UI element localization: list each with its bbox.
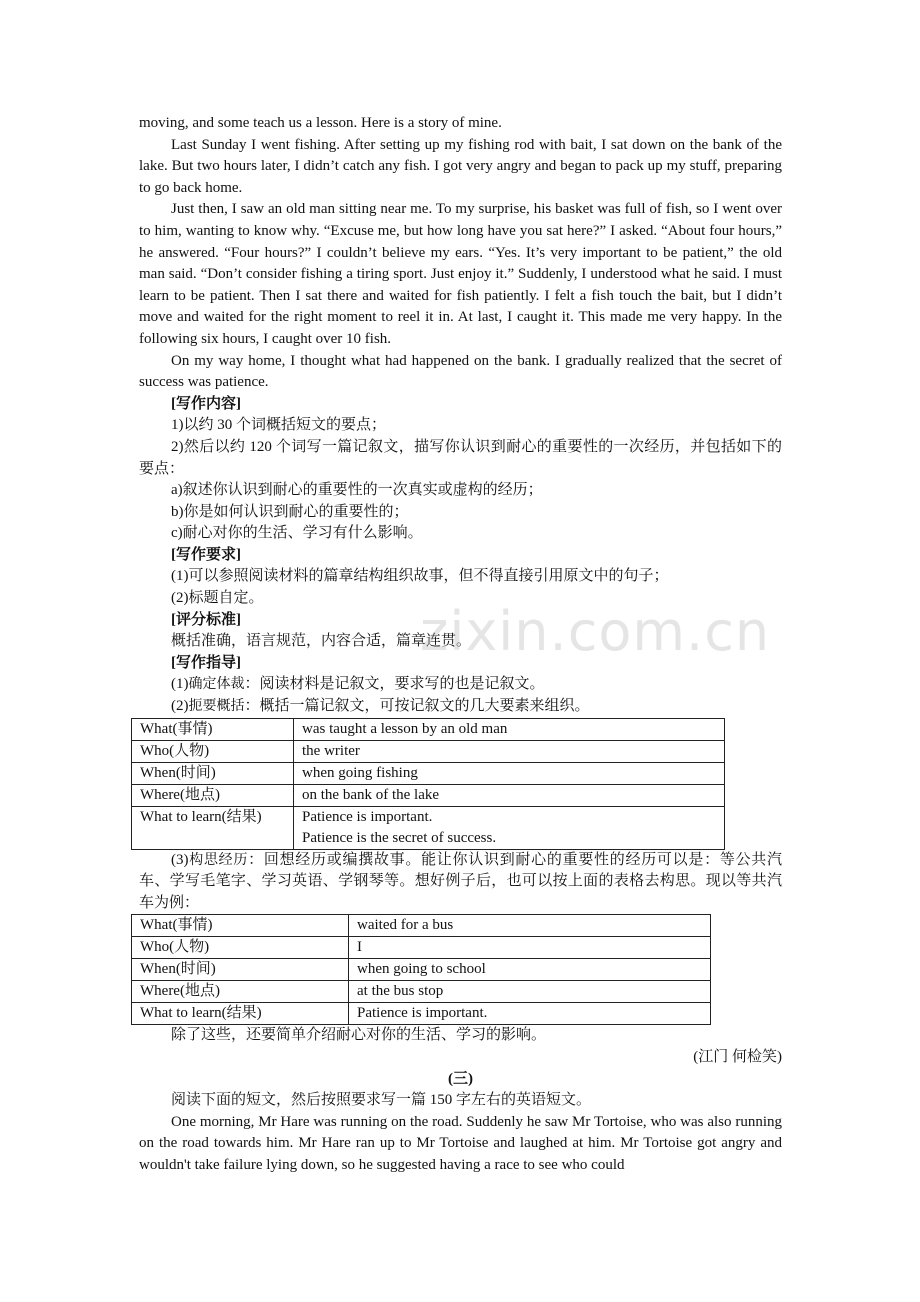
passage-line: moving, and some teach us a lesson. Here is a story of mine. xyxy=(139,115,502,131)
section-instruction: 阅读下面的短文，然后按照要求写一篇 150 字左右的英语短文。 xyxy=(171,1092,592,1109)
table-cell: When(时间) xyxy=(132,959,349,981)
guide-heading: [写作指导] xyxy=(171,654,241,671)
table-cell: at the bus stop xyxy=(349,981,711,1003)
table-row xyxy=(132,1003,711,1025)
table-cell: I xyxy=(349,937,711,959)
content-subitem: c)耐心对你的生活、学习有什么影响。 xyxy=(171,525,423,542)
score-heading: [评分标准] xyxy=(171,611,241,628)
table-cell: What to learn(结果) xyxy=(132,806,294,849)
table-cell: Where(地点) xyxy=(132,981,349,1003)
content-subitem: a)叙述你认识到耐心的重要性的一次真实或虚构的经历； xyxy=(171,482,543,499)
table-cell: was taught a lesson by an old man xyxy=(294,718,725,740)
requirement-item: (2)标题自定。 xyxy=(171,590,264,607)
table-cell: Where(地点) xyxy=(132,784,294,806)
guide-keyword: 确定体裁 xyxy=(188,676,245,693)
example-table xyxy=(131,914,711,1025)
table-cell: What to learn(结果) xyxy=(132,1003,349,1025)
table-cell: Who(人物) xyxy=(132,740,294,762)
table-cell: when going fishing xyxy=(294,762,725,784)
guide-keyword: 扼要概括 xyxy=(188,698,245,715)
score-text: 概括准确，语言规范，内容合适，篇章连贯。 xyxy=(171,633,472,650)
guide-number: (1) xyxy=(171,676,189,693)
passage-paragraph: On my way home, I thought what had happened on the bank. I gradually realized that the secret of success was patience. xyxy=(139,352,782,391)
table-cell-line: Patience is the secret of success. xyxy=(302,829,497,846)
content-item: 1)以约 30 个词概括短文的要点； xyxy=(171,417,386,434)
guide-text: ：阅读材料是记叙文，要求写的也是记叙文。 xyxy=(244,676,545,693)
table-row xyxy=(132,740,725,762)
table-cell: waited for a bus xyxy=(349,915,711,937)
table-row xyxy=(132,718,725,740)
guide-number: (2) xyxy=(171,698,189,715)
table-cell: What(事情) xyxy=(132,718,294,740)
passage-paragraph: One morning, Mr Hare was running on the road. Suddenly he saw Mr Tortoise, who was also running on the road towards him. Mr Hare ran up to Mr Tortoise and laughed at him. Mr Tortoise got angry and wouldn't take failure lying down, so he suggested having a race to see who could xyxy=(139,1113,782,1173)
table-cell: Patience is important. xyxy=(349,1003,711,1025)
requirement-item: (1)可以参照阅读材料的篇章结构组织故事，但不得直接引用原文中的句子； xyxy=(171,568,669,585)
table-row xyxy=(132,981,711,1003)
document-page xyxy=(139,113,782,1177)
guide-item-1 xyxy=(139,674,782,696)
guide-text: ：概括一篇记叙文，可按记叙文的几大要素来组织。 xyxy=(244,698,590,715)
table-row xyxy=(132,937,711,959)
content-item: 2)然后以约 120 个词写一篇记叙文，描写你认识到耐心的重要性的一次经历，并包括如下的要点： xyxy=(139,438,782,477)
summary-table xyxy=(131,718,725,850)
content-subitem: b)你是如何认识到耐心的重要性的； xyxy=(171,503,409,520)
table-row xyxy=(132,915,711,937)
table-cell: on the bank of the lake xyxy=(294,784,725,806)
content-heading: [写作内容] xyxy=(171,395,241,412)
passage-paragraph: Just then, I saw an old man sitting near me. To my surprise, his basket was full of fish, so I went over to him, wanting to know why. “Excuse me, but how long have you sat here?” I asked. “About four hours,” he answered. “Four hours?” I couldn’t believe my ears. “Yes. It’s very important to be patient,” the old man said. “Don’t consider fishing a tiring sport. Just enjoy it.” Suddenly, I understood what he said. I must learn to be patient. Then I sat there and waited for fish patiently. I felt a fish touch the bait, but I didn’t move and waited for the right moment to reel it in. At last, I caught it. This made me very happy. In the following six hours, I caught over 10 fish. xyxy=(139,201,782,347)
guide-number: (3) xyxy=(171,851,189,868)
table-cell: When(时间) xyxy=(132,762,294,784)
guide-item-2 xyxy=(139,696,782,718)
table-cell: when going to school xyxy=(349,959,711,981)
after-table-note: 除了这些，还要简单介绍耐心对你的生活、学习的影响。 xyxy=(171,1027,547,1044)
table-cell xyxy=(294,806,725,849)
table-row xyxy=(132,806,725,849)
passage-paragraph: Last Sunday I went fishing. After setting up my fishing rod with bait, I sat down on the bank of the lake. But two hours later, I didn’t catch any fish. I got very angry and began to pack up my stuff, preparing to go back home. xyxy=(139,136,782,196)
table-row xyxy=(132,959,711,981)
guide-text: ：回想经历或编撰故事。能让你认识到耐心的重要性的经历可以是：等公共汽车、学写毛笔字、学习英语、学钢琴等。想好例子后，也可以按上面的表格去构思。现以等共汽车为例： xyxy=(139,851,782,911)
guide-keyword: 构思经历 xyxy=(188,851,249,868)
table-cell-line: Patience is important. xyxy=(302,808,433,825)
table-cell: What(事情) xyxy=(132,915,349,937)
table-row xyxy=(132,762,725,784)
watermark: zixin.com.cn xyxy=(420,600,771,663)
table-row xyxy=(132,784,725,806)
requirement-heading: [写作要求] xyxy=(171,546,241,563)
author-credit: (江门 何检笑) xyxy=(693,1049,782,1065)
table-cell: Who(人物) xyxy=(132,937,349,959)
guide-item-3 xyxy=(139,850,782,915)
section-title: (三) xyxy=(448,1070,473,1087)
table-cell: the writer xyxy=(294,740,725,762)
